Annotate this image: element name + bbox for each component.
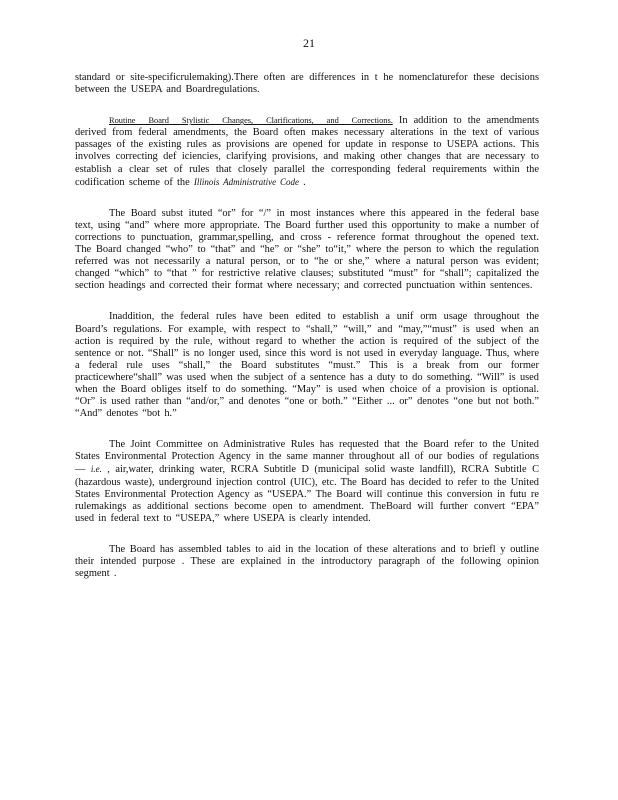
paragraph-text: , air,water, drinking water, RCRA Subtitle D (municipal solid waste landfill), RCRA Subtitle C (hazardous waste), underground injection control (UIC), etc. The Board has decided to refer to the United States Environmental Protection Agency as “USEPA.” The Board will continue this conversion in futu re rulemakings as additional sections become open to amendment. TheBoard will further convert “EPA” used in federal text to “USEPA,” where USEPA is clearly intended. [75, 464, 539, 524]
paragraph-stylistic-changes [75, 115, 539, 189]
section-heading: Routine Board Stylistic Changes, Clarifications, and Corrections. [109, 116, 393, 126]
paragraph-end: . [298, 176, 306, 188]
paragraph-usepa-reference [75, 439, 539, 525]
code-title: Illinois Administrative Code [193, 176, 299, 187]
paragraph-nomenclature: standard or site-specificrulemaking).There often are differences in t he nomenclaturefor these decisions between the USEPA and Boardregulations. [75, 72, 539, 96]
paragraph-substitutions: The Board subst ituted “or” for “/” in most instances where this appeared in the federal base text, using “and” where more appropriate. The Board further used this opportunity to make a number of corrections to punctuation, grammar,spelling, and cross - reference format throughout the opened text. The Board changed “who” to “that” and “he” or “she” to“it,” where the person to which the regulation referred was not necessarily a natural person, or to “he or she,” where a natural person was evident; changed “which” to “that ” for restrictive relative clauses; substituted “must” for “shall”; capitalized the section headings and corrected their format where necessary; and corrected punctuation within sentences. [75, 207, 539, 292]
abbreviation-ie: i.e. [90, 464, 102, 475]
body-text [75, 72, 539, 599]
page-number: 21 [303, 36, 315, 50]
paragraph-text: In addition to the amendments derived from federal amendments, the Board often makes necessary alterations in the text of various passages of the existing rules as provisions are opened for update in response to USEPA actions. This involves correcting def iciencies, clarifying provisions, and making other changes that are necessary to establish a clear set of rules that closely parallel the corresponding federal requirements within the codification scheme of the [75, 115, 539, 188]
paragraph-tables: The Board has assembled tables to aid in the location of these alterations and to briefl y outline their intended purpose . These are explained in the introductory paragraph of the following opinion segment . [75, 543, 539, 580]
paragraph-uniform-usage: Inaddition, the federal rules have been edited to establish a unif orm usage throughout the Board’s regulations. For example, with respect to “shall,” “will,” and “may,”“must” is used when an action is required by the rule, without regard to whether the action is required of the subject of the sentence or not. “Shall” is no longer used, since this word is not used in everyday language. Thus, where a federal rule uses “shall,” the Board substitutes “must.” This is a break from our former practicewhere“shall” was used when the subject of a sentence has a duty to do something. “Will” is used when the Board obliges itself to do something. “May” is used when choice of a provision is optional. “Or” is used rather than “and/or,” and denotes “one or both.” “Either ... or” denotes “one but not both.” “And” denotes “bot h.” [75, 311, 539, 420]
paragraph-text: The Joint Committee on Administrative Rules has requested that the Board refer to the United States Environmental Protection Agency in the same manner throughout all of our bodies of regulations — [75, 439, 539, 476]
